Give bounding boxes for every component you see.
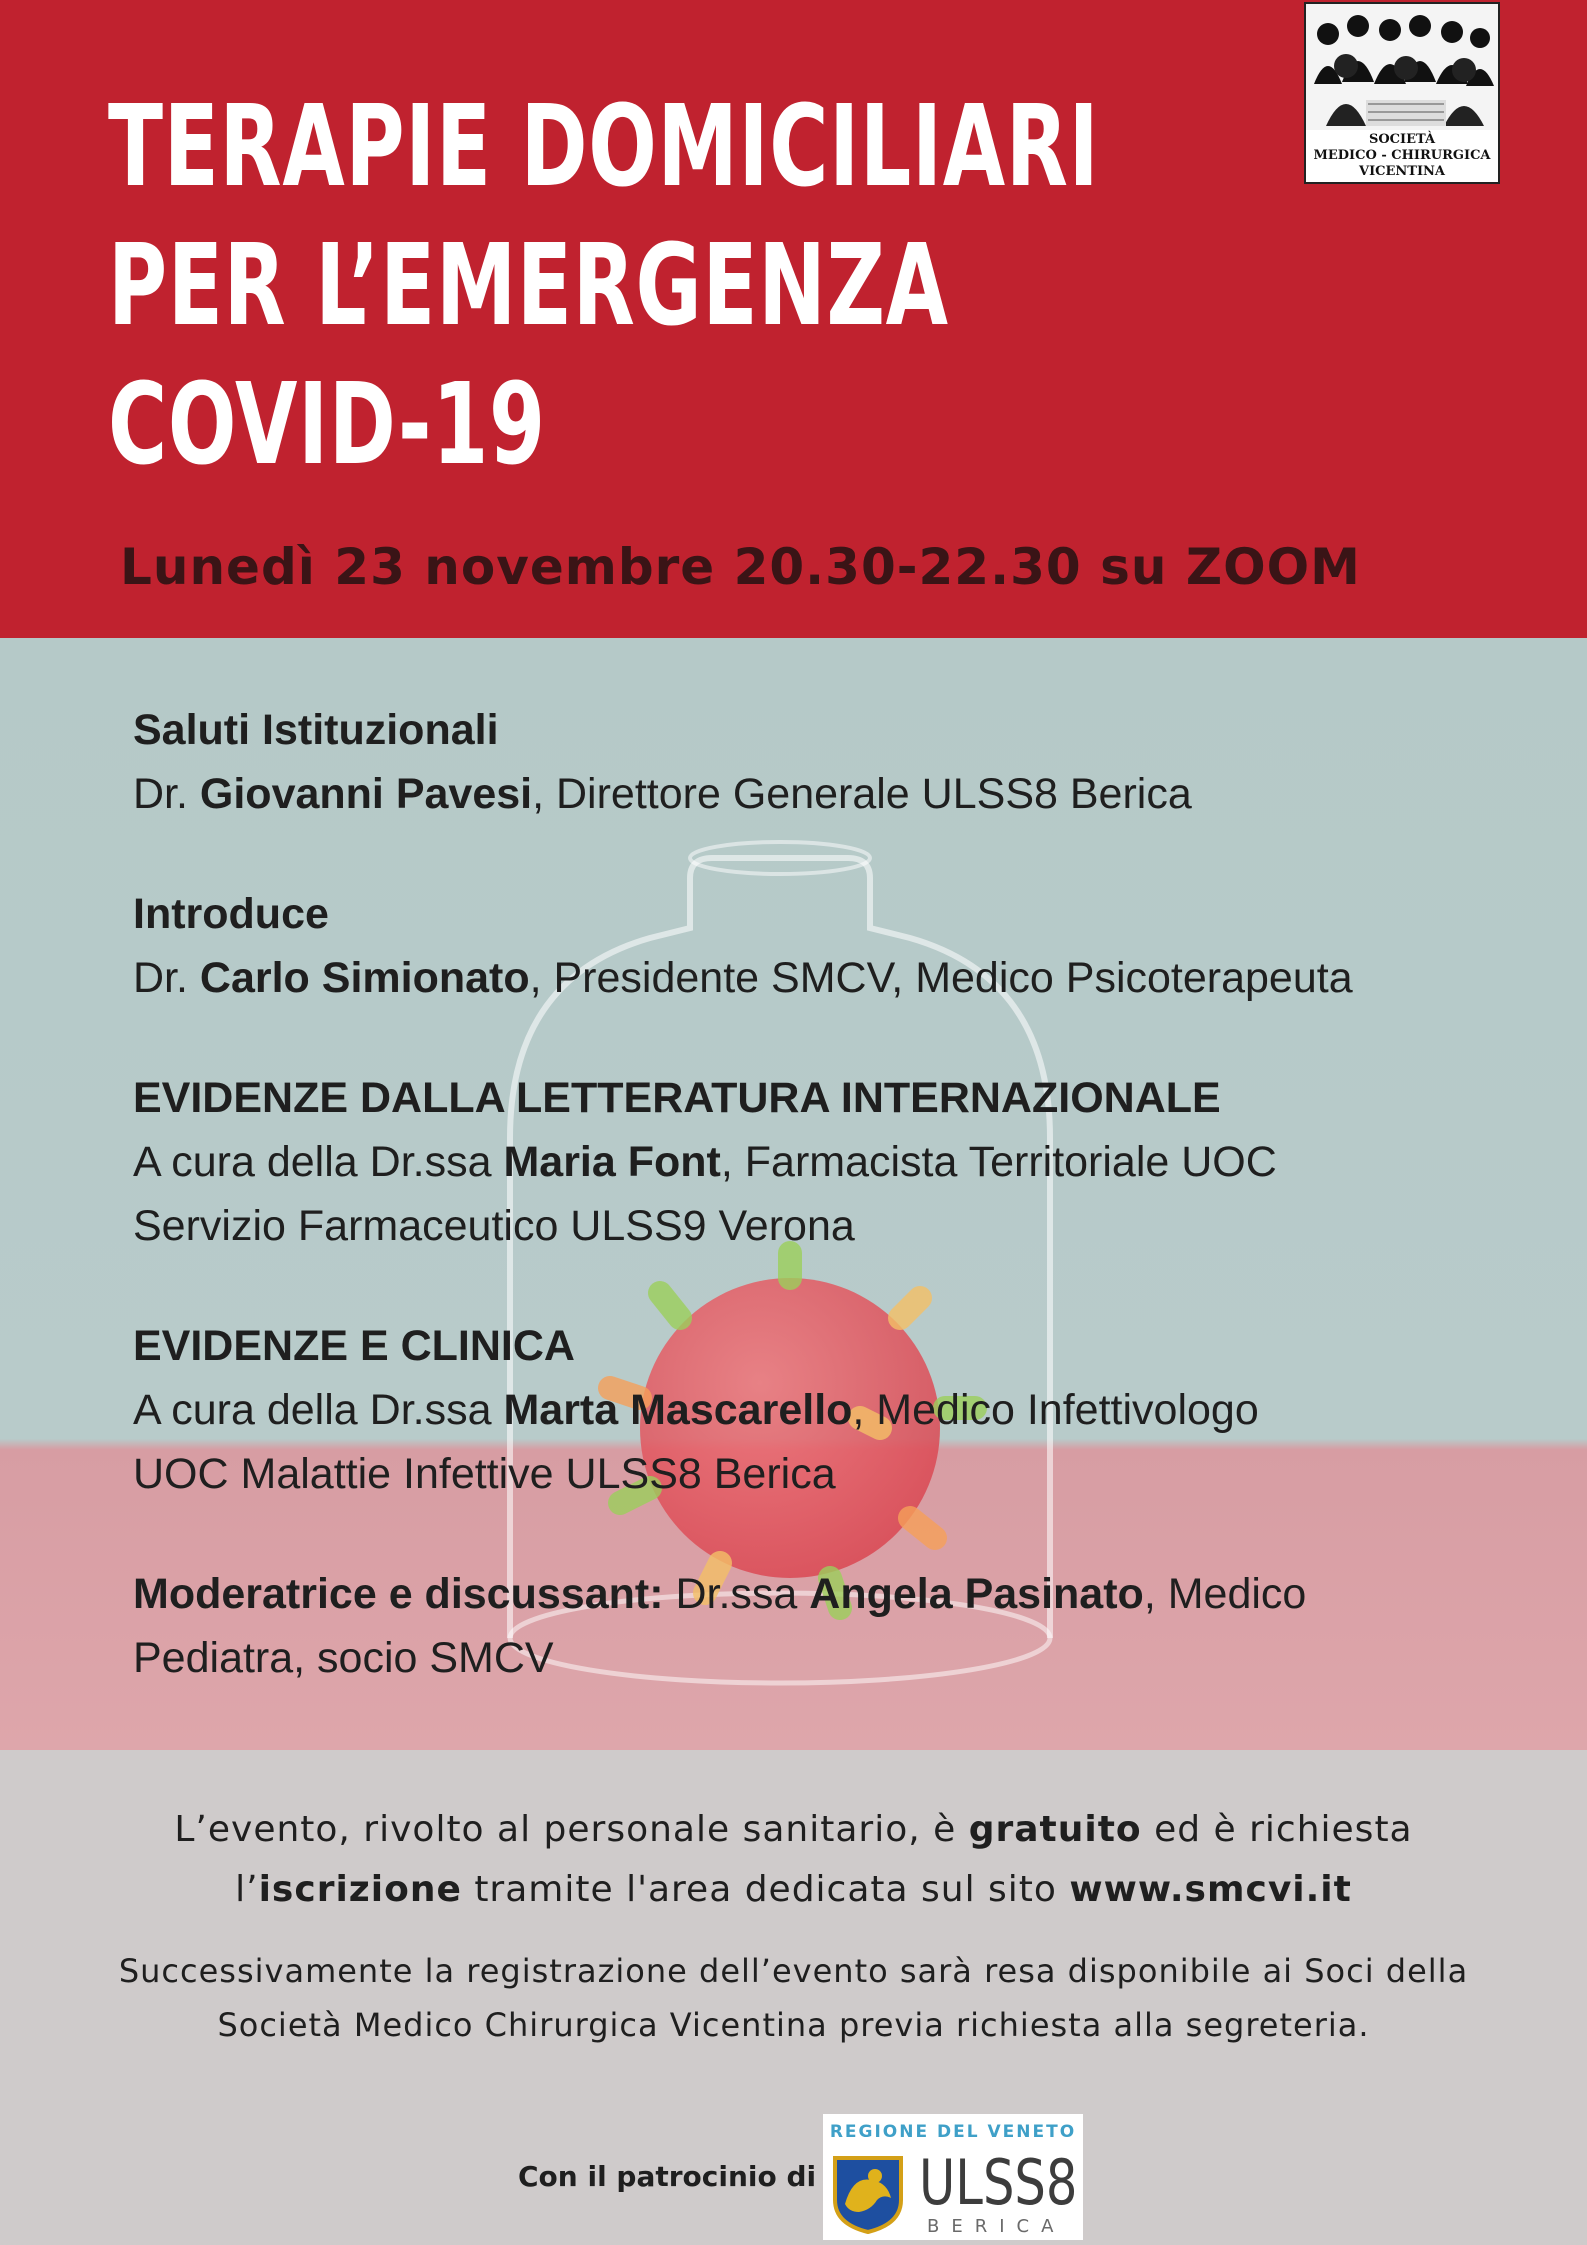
agenda-item bbox=[133, 698, 1533, 826]
agenda-item-heading: Introduce bbox=[133, 890, 329, 938]
speaker-name: Maria Font bbox=[503, 1138, 721, 1186]
smcv-logo-text-line: MEDICO - CHIRURGICA bbox=[1313, 148, 1491, 163]
speaker-name: Carlo Simionato bbox=[199, 954, 530, 1002]
agenda-item-speaker bbox=[133, 1130, 1533, 1194]
patronage-label: Con il patrocinio di bbox=[518, 2160, 817, 2193]
region-veneto-text: REGIONE DEL VENETO bbox=[829, 2122, 1077, 2142]
speaker-role: , Medico Infettivologo bbox=[852, 1386, 1259, 1434]
recording-note-line-1: Successivamente la registrazione dell’evento sarà resa disponibile ai Soci della bbox=[118, 1952, 1469, 1990]
program-section bbox=[0, 638, 1587, 1750]
moderator-name: Angela Pasinato bbox=[809, 1570, 1144, 1618]
smcv-logo-text bbox=[1306, 132, 1498, 180]
agenda bbox=[133, 698, 1533, 1746]
agenda-item bbox=[133, 1314, 1533, 1506]
berica-text: BERICA bbox=[927, 2216, 1066, 2237]
speaker-role: , Farmacista Territoriale UOC bbox=[720, 1138, 1277, 1186]
speaker-prefix: A cura della Dr.ssa bbox=[133, 1386, 504, 1434]
moderator-role: , Medico bbox=[1143, 1570, 1307, 1618]
agenda-item-speaker bbox=[133, 946, 1533, 1010]
agenda-item-speaker bbox=[133, 1378, 1533, 1442]
info-registration: iscrizione bbox=[258, 1869, 462, 1910]
website-link[interactable]: www.smcvi.it bbox=[1069, 1869, 1352, 1910]
speaker-name: Marta Mascarello bbox=[503, 1386, 853, 1434]
info-text: ed è richiesta bbox=[1141, 1809, 1413, 1850]
event-title-line-2: PER L’EMERGENZA bbox=[108, 221, 949, 351]
veneto-lion-shield-icon bbox=[831, 2154, 905, 2234]
recording-note bbox=[0, 1944, 1587, 2052]
info-free: gratuito bbox=[968, 1809, 1142, 1850]
speaker-prefix: Dr. bbox=[133, 954, 200, 1002]
speaker-prefix: A cura della Dr.ssa bbox=[133, 1138, 504, 1186]
moderator-label: Moderatrice e discussant: bbox=[133, 1570, 664, 1618]
speaker-role: , Direttore Generale ULSS8 Berica bbox=[532, 770, 1192, 818]
registration-info bbox=[0, 1800, 1587, 1920]
moderator-line bbox=[133, 1562, 1533, 1626]
moderator-prefix: Dr.ssa bbox=[663, 1570, 810, 1618]
info-text: tramite l'area dedicata sul sito bbox=[461, 1869, 1070, 1910]
agenda-item-speaker bbox=[133, 762, 1533, 826]
smcv-logo-text-line: SOCIETÀ bbox=[1368, 132, 1436, 147]
moderator bbox=[133, 1562, 1533, 1690]
event-title-line-1: TERAPIE DOMICILIARI bbox=[108, 82, 1100, 212]
agenda-item bbox=[133, 882, 1533, 1010]
event-date: Lunedì 23 novembre 20.30-22.30 su ZOOM bbox=[120, 538, 1361, 596]
speaker-role: , Presidente SMCV, Medico Psicoterapeuta bbox=[529, 954, 1353, 1002]
group-photo-icon bbox=[1306, 4, 1498, 130]
speaker-name: Giovanni Pavesi bbox=[199, 770, 533, 818]
agenda-item bbox=[133, 1066, 1533, 1258]
event-title-line-3: COVID-19 bbox=[108, 360, 546, 490]
speaker-prefix: Dr. bbox=[133, 770, 200, 818]
recording-note-line-2: Società Medico Chirurgica Vicentina previa richiesta alla segreteria. bbox=[217, 2006, 1370, 2044]
agenda-item-affiliation: Servizio Farmaceutico ULSS9 Verona bbox=[133, 1202, 855, 1250]
agenda-item-heading: EVIDENZE E CLINICA bbox=[133, 1322, 575, 1370]
moderator-line-2: Pediatra, socio SMCV bbox=[133, 1634, 554, 1682]
agenda-item-heading: Saluti Istituzionali bbox=[133, 706, 499, 754]
smcv-logo bbox=[1304, 2, 1500, 184]
ulss8-text: ULSS8 bbox=[919, 2146, 1078, 2219]
header-banner bbox=[0, 0, 1587, 638]
smcv-logo-text-line: VICENTINA bbox=[1358, 164, 1446, 179]
ulss8-logo bbox=[823, 2114, 1083, 2240]
agenda-item-affiliation: UOC Malattie Infettive ULSS8 Berica bbox=[133, 1450, 836, 1498]
info-text: L’evento, rivolto al personale sanitario, è bbox=[174, 1809, 969, 1850]
event-title bbox=[108, 78, 1099, 495]
info-text: l’ bbox=[235, 1869, 259, 1910]
agenda-item-heading: EVIDENZE DALLA LETTERATURA INTERNAZIONALE bbox=[133, 1074, 1221, 1122]
